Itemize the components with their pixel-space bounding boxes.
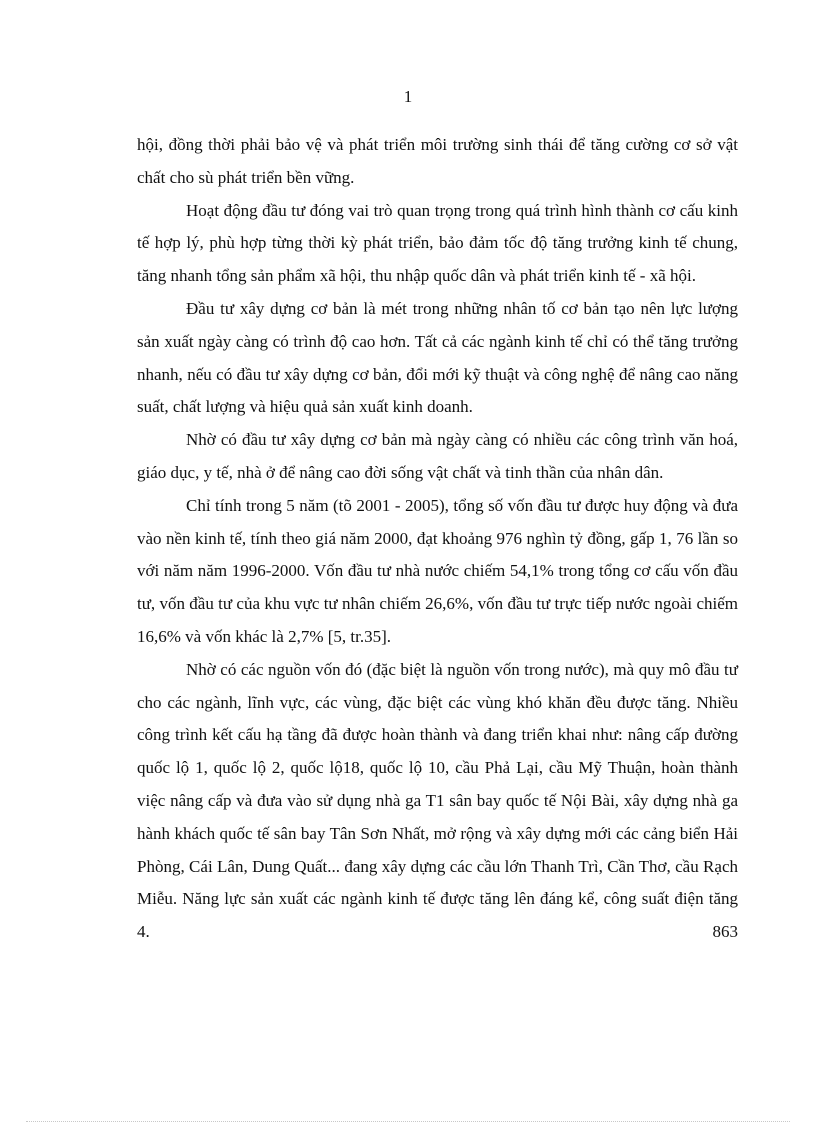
page-number: 1 <box>403 87 413 106</box>
paragraph-public-works: Nhờ có đầu tư xây dựng cơ bản mà ngày càng có nhiều các công trình văn hoá, giáo dục, y tế, nhà ở để nâng cao đời sống vật chất và tinh thần của nhân dân. <box>137 430 738 482</box>
paragraph-investment-role: Hoạt động đầu tư đóng vai trò quan trọng trong quá trình hình thành cơ cấu kinh tế hợp lý, phù hợp từng thời kỳ phát triển, bảo đảm tốc độ tăng trưởng kinh tế chung, tăng nhanh tổng sản phẩm xã hội, thu nhập quốc dân và phát triển kinh tế - xã hội. <box>137 200 738 286</box>
page-bottom-divider <box>26 1121 790 1122</box>
paragraph-continued: hội, đồng thời phải bảo vệ và phát triển môi trường sinh thái để tăng cường cơ sở vật chất cho sù phát triển bền vững. <box>137 135 738 187</box>
paragraph-capital-statistics: Chỉ tính trong 5 năm (tõ 2001 - 2005), tổng số vốn đầu tư được huy động và đưa vào nền kinh tế, tính theo giá năm 2000, đạt khoảng 976 nghìn tỷ đồng, gấp 1, 76 lần so với năm năm 1996-2000. Vốn đầu tư nhà nước chiếm 54,1% trong tổng cơ cấu vốn đầu tư, vốn đầu tư của khu vực tư nhân chiếm 26,6%, vốn đầu tư trực tiếp nước ngoài chiếm 16,6% và vốn khác là 2,7% [5, tr.35]. <box>137 495 738 646</box>
paragraph-infrastructure-projects: Nhờ có các nguồn vốn đó (đặc biệt là nguồn vốn trong nước), mà quy mô đầu tư cho các ngành, lĩnh vực, các vùng, đặc biệt các vùng khó khăn đều được tăng. Nhiều công trình kết cấu hạ tầng đã được hoàn thành và đang triển khai như: nâng cấp đường quốc lộ 1, quốc lộ 2, quốc lộ18, quốc lộ 10, cầu Phả Lại, cầu Mỹ Thuận, hoàn thành việc nâng cấp và đưa vào sử dụng nhà ga T1 sân bay quốc tế Nội Bài, xây dựng nhà ga hành khách quốc tế sân bay Tân Sơn Nhất, mở rộng và xây dựng mới các cảng biển Hải Phòng, Cái Lân, Dung Quất... đang xây dựng các cầu lớn Thanh Trì, Cần Thơ, cầu Rạch Miễu. Năng lực sản xuất các ngành kinh tế được tăng lên đáng kể, công suất điện tăng 4. 863 <box>137 659 738 942</box>
document-body <box>137 129 738 949</box>
paragraph-construction-investment: Đầu tư xây dựng cơ bản là mét trong những nhân tố cơ bản tạo nên lực lượng sản xuất ngày càng có trình độ cao hơn. Tất cả các ngành kinh tế chỉ có thể tăng trưởng nhanh, nếu có đầu tư xây dựng cơ bản, đổi mới kỹ thuật và công nghệ để nâng cao năng suất, chất lượng và hiệu quả sản xuất kinh doanh. <box>137 298 738 417</box>
